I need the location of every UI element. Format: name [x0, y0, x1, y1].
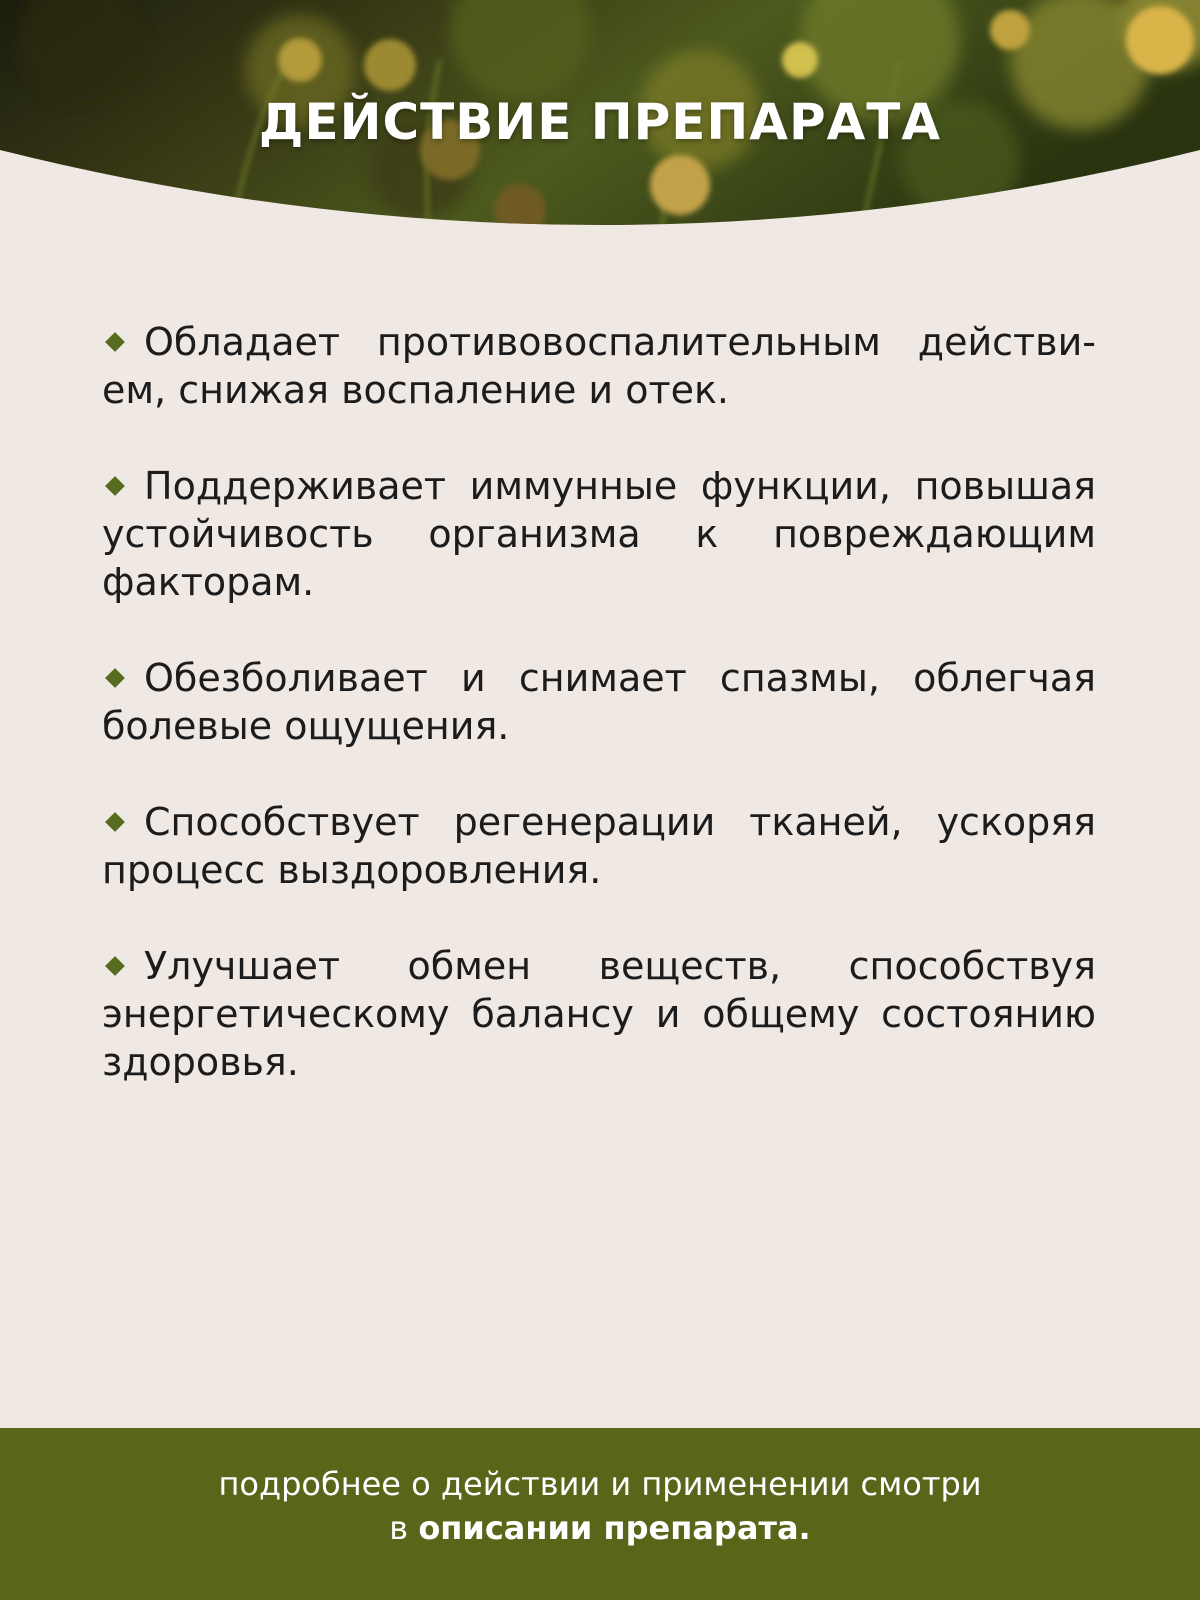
benefit-text: Обезболивает и снимает спазмы, облегчая болевые ощущения. — [102, 656, 1096, 748]
benefit-item — [102, 654, 1096, 750]
benefit-item — [102, 462, 1096, 606]
benefit-item — [102, 798, 1096, 894]
benefit-text: Поддерживает иммунные функции, повышая устойчивость организма к повреждающим факторам. — [102, 464, 1096, 604]
benefit-item — [102, 942, 1096, 1086]
footer-line-2 — [0, 1506, 1200, 1550]
benefit-text: Обладает противовоспалительным действием, снижая воспаление и отек. — [102, 320, 1096, 412]
footer-line-1: подробнее о действии и применении смотри — [218, 1465, 982, 1503]
header-banner — [0, 0, 1200, 240]
diamond-bullet-icon — [105, 956, 125, 976]
benefit-text: Улучшает обмен веществ, способствуя энергетическому балансу и общему состоянию здоровья. — [102, 944, 1096, 1084]
diamond-bullet-icon — [105, 476, 125, 496]
diamond-bullet-icon — [105, 332, 125, 352]
diamond-bullet-icon — [105, 812, 125, 832]
footer-note — [0, 1462, 1200, 1550]
benefit-item — [102, 318, 1096, 414]
footer-bar — [0, 1428, 1200, 1600]
footer-line-2-prefix: в — [389, 1509, 409, 1547]
benefit-list — [102, 318, 1096, 1134]
footer-description-link: описании препарата. — [418, 1509, 811, 1547]
page-title: ДЕЙСТВИЕ ПРЕПАРАТА — [258, 93, 942, 151]
diamond-bullet-icon — [105, 668, 125, 688]
benefit-text: Способствует регенерации тканей, ускоряя процесс выздоровления. — [102, 800, 1096, 892]
